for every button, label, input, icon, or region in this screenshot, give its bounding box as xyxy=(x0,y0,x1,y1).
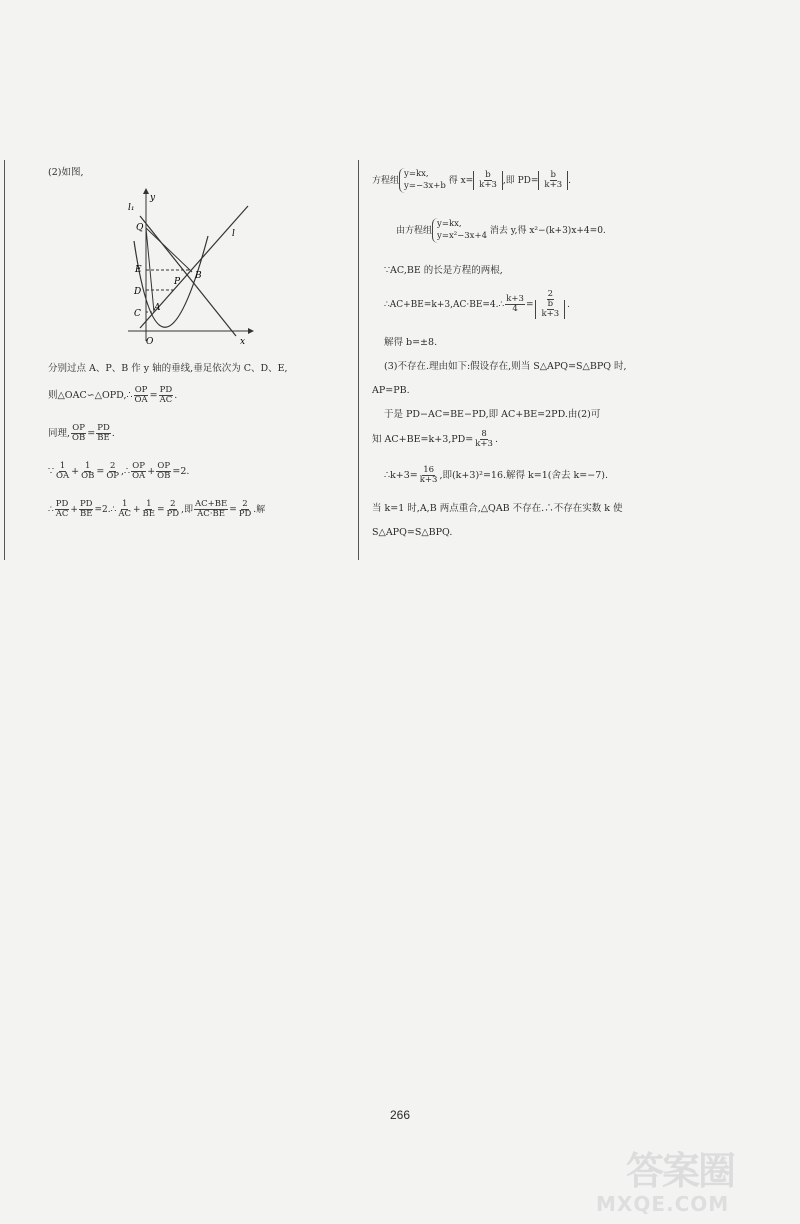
left-line-4: ∵ $\frac{1}{OA}$ + $\frac{1}{OB}$ = $\frac{2}{OP}$ ,∴ $\frac{OP}{OA}$ + $\frac{OP}{OB}$ =2. xyxy=(48,461,190,481)
label-E: E xyxy=(135,265,142,275)
left-line-3: 同理, $\frac{OP}{OB}$ = $\frac{PD}{BE}$ . xyxy=(48,423,115,443)
fraction: $\frac{2}{PD}$ xyxy=(238,499,252,519)
label-P: P xyxy=(174,277,181,287)
fraction: $\frac{k+3}{4}$ xyxy=(506,293,524,314)
fraction: $\frac{OP}{OA}$ xyxy=(132,461,146,481)
line-l1 xyxy=(140,216,236,336)
right-line-11: 当 k=1 时,A,B 两点重合,△QAB 不存在.∴不存在实数 k 使 xyxy=(372,503,623,514)
right-line-5: 解得 b=±8. xyxy=(384,337,438,348)
watermark-logo xyxy=(596,1140,792,1218)
right-line-9: 知 AC+BE=k+3,PD= $\frac{8}{k+3}$ . xyxy=(372,429,498,449)
left-margin-rule xyxy=(4,160,5,560)
fraction: $\frac{8}{k+3}$ xyxy=(475,429,493,449)
right-line-6: (3)不存在.理由如下:假设存在,则当 S△APQ=S△BPQ 时, xyxy=(384,361,627,372)
fraction: $\frac{PD}{BE}$ xyxy=(97,423,110,443)
absolute-value xyxy=(535,300,565,319)
watermark-text: 答案圈 xyxy=(626,1149,735,1193)
fraction: $\frac{1}{AC}$ xyxy=(118,499,131,519)
right-line-1: 方程组 y=kx, y=−3x+b 得 x= $\frac{b}{k+3}$ ,即 PD= $\frac{b}{k+3}$ . xyxy=(372,169,571,192)
left-line-5: ∴ $\frac{PD}{AC}$ + $\frac{PD}{BE}$ =2.∴ $\frac{1}{AC}$ + $\frac{1}{BE}$ = $\frac{2}{PD}$ ,即 $\frac{AC+BE}{AC\cdot BE}$ = $\frac{2}{PD}$ .解 xyxy=(48,499,266,519)
label-A: A xyxy=(154,303,161,313)
column-divider xyxy=(358,160,359,560)
label-B: B xyxy=(195,271,202,281)
right-line-4: ∴AC+BE=k+3,AC·BE=4.∴ $\frac{k+3}{4}$ = $\frac{2}{\frac{b}{k+3}}$ . xyxy=(384,289,571,319)
label-x: x xyxy=(240,337,246,346)
y-axis-arrow xyxy=(143,188,149,194)
label-y: y xyxy=(150,193,156,203)
fraction: $\frac{AC+BE}{AC\cdot BE}$ xyxy=(194,499,228,519)
x-axis-arrow xyxy=(248,328,254,334)
right-line-2: 由方程组 y=kx, y=x²−3x+4 消去 y,得 x²−(k+3)x+4=0. xyxy=(396,219,606,242)
equation-system: y=kx, y=x²−3x+4 xyxy=(432,218,487,243)
label-Q: Q xyxy=(136,223,144,233)
function-graph-figure xyxy=(124,186,258,346)
fraction: $\frac{OP}{OB}$ xyxy=(72,423,86,443)
label-D: D xyxy=(134,287,142,297)
fraction: $\frac{PD}{AC}$ xyxy=(159,385,173,405)
fraction: $\frac{PD}{BE}$ xyxy=(79,499,93,519)
fraction: $\frac{OP}{OB}$ xyxy=(157,461,171,481)
right-line-7: AP=PB. xyxy=(372,385,410,396)
fraction: $\frac{16}{k+3}$ xyxy=(419,465,438,485)
segment-QB xyxy=(146,228,192,272)
fraction: $\frac{2}{OP}$ xyxy=(106,461,120,481)
right-line-8: 于是 PD−AC=BE−PD,即 AC+BE=2PD.由(2)可 xyxy=(384,409,601,420)
label-O: O xyxy=(146,337,154,346)
fraction: $\frac{1}{OA}$ xyxy=(56,461,70,481)
parabola-curve xyxy=(134,236,208,327)
label-C: C xyxy=(134,309,141,319)
right-line-3: ∵AC,BE 的长是方程的两根, xyxy=(384,265,503,276)
fraction: $\frac{1}{BE}$ xyxy=(142,499,155,519)
fraction: $\frac{b}{k+3}$ xyxy=(479,169,497,190)
fraction: $\frac{PD}{AC}$ xyxy=(55,499,69,519)
fraction: $\frac{OP}{OA}$ xyxy=(134,385,148,405)
fraction: $\frac{2}{\frac{b}{k+3}}$ xyxy=(534,290,566,319)
fraction: $\frac{b}{k+3}$ xyxy=(541,298,560,319)
left-line-2: 则△OAC∽△OPD,∴ $\frac{OP}{OA}$ = $\frac{PD}{AC}$ . xyxy=(48,385,178,405)
part2-label: (2)如图, xyxy=(48,167,84,178)
right-line-12: S△APQ=S△BPQ. xyxy=(372,527,453,538)
watermark-url: MXQE.COM xyxy=(596,1192,730,1216)
fraction: $\frac{1}{OB}$ xyxy=(81,461,95,481)
left-line-1: 分别过点 A、P、B 作 y 轴的垂线,垂足依次为 C、D、E, xyxy=(48,363,288,374)
equation-system: y=kx, y=−3x+b xyxy=(399,168,446,193)
right-line-10: ∴k+3= $\frac{16}{k+3}$ ,即(k+3)²=16.解得 k=1(舍去 k=−7). xyxy=(384,465,608,485)
page-number: 266 xyxy=(389,1108,411,1122)
fraction: $\frac{b}{k+3}$ xyxy=(544,169,563,190)
label-l: l xyxy=(232,229,235,239)
absolute-value xyxy=(473,171,503,190)
label-l1: l₁ xyxy=(128,203,135,213)
absolute-value xyxy=(538,171,568,190)
fraction: $\frac{2}{PD}$ xyxy=(166,499,180,519)
